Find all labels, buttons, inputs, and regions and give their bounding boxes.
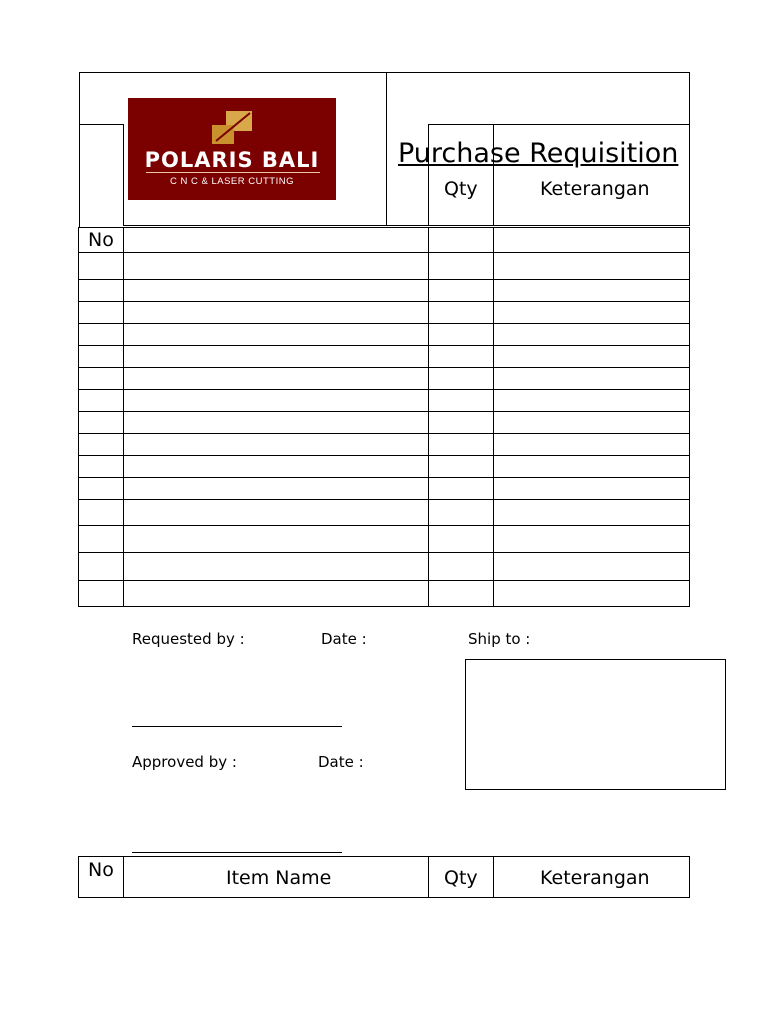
- approved-by-label: Approved by :: [132, 753, 237, 771]
- laser-cut-icon: [210, 111, 254, 145]
- date-label: Date :: [318, 753, 364, 771]
- company-tagline: C N C & LASER CUTTING: [170, 176, 294, 187]
- footer-header-item-name: Item Name: [226, 867, 332, 889]
- column-header-keterangan: Keterangan: [540, 178, 650, 200]
- company-logo: [128, 98, 336, 200]
- table-row: [78, 525, 690, 526]
- table-row: [78, 552, 690, 553]
- logo-divider: [146, 172, 320, 173]
- table-row: [78, 433, 690, 434]
- approved-by-signature-line[interactable]: [132, 852, 342, 853]
- footer-header-qty: Qty: [444, 867, 478, 889]
- footer-header-keterangan: Keterangan: [540, 867, 650, 889]
- table-row: [78, 499, 690, 500]
- requested-by-label: Requested by :: [132, 630, 245, 648]
- requested-by-signature-line[interactable]: [132, 726, 342, 727]
- date-label: Date :: [321, 630, 367, 648]
- column-header-qty: Qty: [444, 178, 478, 200]
- table-row: [78, 301, 690, 302]
- table-row: [78, 323, 690, 324]
- table-row: [78, 580, 690, 581]
- table-row: [78, 606, 690, 607]
- table-row: [78, 345, 690, 346]
- table-row: [78, 477, 690, 478]
- form-title: Purchase Requisition: [398, 138, 679, 169]
- column-header-no: No: [88, 229, 114, 251]
- table-row: [78, 252, 690, 253]
- table-row: [78, 455, 690, 456]
- company-name: POLARIS BALI: [144, 148, 320, 172]
- table-row: [78, 389, 690, 390]
- table-row: [78, 367, 690, 368]
- ship-to-box[interactable]: [465, 659, 726, 790]
- table-row: [78, 279, 690, 280]
- ship-to-label: Ship to :: [468, 630, 531, 648]
- table-row: [78, 411, 690, 412]
- footer-header-no: No: [88, 859, 114, 881]
